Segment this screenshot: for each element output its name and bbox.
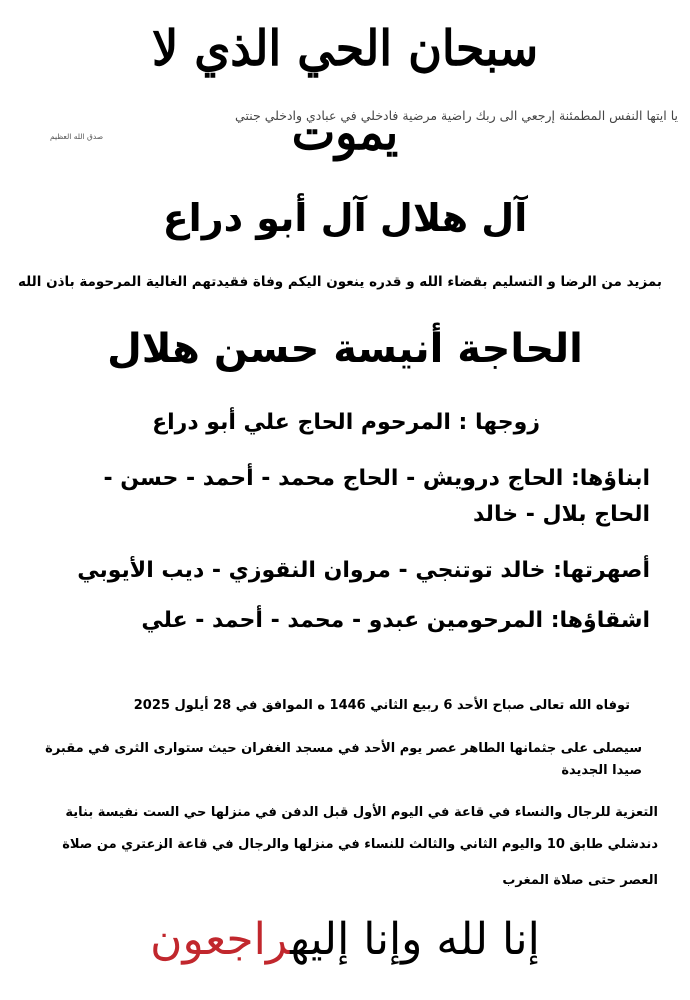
verse-source: صدق الله العظيم — [50, 132, 104, 141]
footer-calligraphy-black: إنا لله وإنا إليه — [290, 914, 540, 965]
sons-in-law-line: أصهرتها: خالد توتنجي - مروان النقوزي - ديب الأيوبي — [77, 558, 650, 583]
family-names: آل هلال آل أبو دراع — [162, 196, 528, 240]
quran-verse: يا ايتها النفس المطمئنة إرجعي الى ربك راضية مرضية فادخلي في عبادي وادخلي جنتي — [235, 108, 678, 123]
condolences-line-3: العصر حتى صلاة المغرب — [502, 873, 658, 888]
husband-line: زوجها : المرحوم الحاج علي أبو دراع — [152, 410, 540, 435]
condolences-line-1: التعزية للرجال والنساء في قاعة في اليوم الأول قبل الدفن في منزلها حي الست نفيسة بناية — [65, 805, 658, 820]
funeral-prayer-line-1: سيصلى على جثمانها الطاهر عصر يوم الأحد في مسجد الغفران حيث ستوارى الثرى في مقبرة — [45, 741, 642, 756]
sons-line-2: الحاج بلال - خالد — [472, 502, 650, 527]
footer-calligraphy-red: راجعون — [150, 914, 291, 965]
header-calligraphy: سبحان الحي الذي لا يموت — [152, 19, 538, 161]
brothers-line: اشقاؤها: المرحومين عبدو - محمد - أحمد - علي — [141, 608, 650, 633]
deceased-name: الحاجة أنيسة حسن هلال — [107, 326, 583, 372]
funeral-prayer-line-2: صيدا الجديدة — [561, 763, 642, 778]
footer-calligraphy — [100, 900, 590, 980]
intro-text: بمزيد من الرضا و التسليم بقضاء الله و قدره ينعون اليكم وفاة فقيدتهم الغالية المرحومة باذن الله — [17, 274, 662, 290]
death-date-line: توفاه الله تعالى صباح الأحد 6 ربيع الثاني 1446 ه الموافق في 28 أيلول 2025 — [133, 698, 630, 713]
sons-line-1: ابناؤها: الحاج درويش - الحاج محمد - أحمد - حسن - — [103, 466, 650, 491]
condolences-line-2: دندشلي طابق 10 واليوم الثاني والثالث للنساء في منزلها والرجال في قاعة الزعتري من صلاة — [62, 837, 658, 852]
